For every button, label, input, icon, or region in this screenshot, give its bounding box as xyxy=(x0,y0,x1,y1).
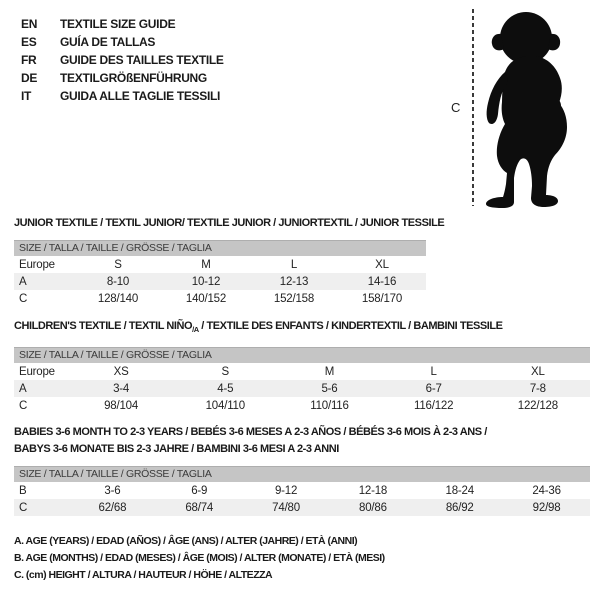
age-cell: 8-10 xyxy=(106,275,130,288)
babies-size-table xyxy=(14,482,590,516)
children-textile-section xyxy=(14,320,590,414)
legend-line-b: B. AGE (MONTHS) / EDAD (MESES) / ÂGE (MOIS) / ALTER (MONATE) / ETÀ (MESI) xyxy=(14,552,385,564)
table-row xyxy=(14,499,590,516)
table-row xyxy=(14,256,426,273)
height-cell: 128/140 xyxy=(97,292,139,305)
age-cell: 9-12 xyxy=(274,484,298,497)
language-code: IT xyxy=(21,89,32,103)
age-cell: 6-9 xyxy=(191,484,208,497)
size-cell: XS xyxy=(113,365,129,378)
measurement-legend xyxy=(14,533,385,584)
size-cell: L xyxy=(290,258,298,271)
age-cell: 5-6 xyxy=(321,382,338,395)
age-cell: 18-24 xyxy=(445,484,474,497)
age-cell: 6-7 xyxy=(425,382,442,395)
height-cell: 104/110 xyxy=(205,399,245,412)
age-cell: 3-6 xyxy=(104,484,121,497)
height-cell: 74/80 xyxy=(272,501,300,514)
language-row xyxy=(21,33,224,51)
table-row xyxy=(14,273,426,290)
language-row xyxy=(21,69,224,87)
size-cell: M xyxy=(324,365,335,378)
language-title-list xyxy=(21,15,224,105)
legend-line-a: A. AGE (YEARS) / EDAD (AÑOS) / ÂGE (ANS) / ALTER (JAHRE) / ETÀ (ANNI) xyxy=(14,535,358,547)
language-title: TEXTILGRÖßENFÜHRUNG xyxy=(60,71,207,85)
height-cell: 122/128 xyxy=(517,399,558,412)
age-cell: 12-18 xyxy=(358,484,388,497)
table-row xyxy=(14,290,426,307)
age-cell: 4-5 xyxy=(217,382,234,395)
children-section-title xyxy=(14,320,590,333)
row-label: C xyxy=(19,501,28,514)
height-cell: 98/104 xyxy=(104,399,139,412)
junior-section-title: JUNIOR TEXTILE / TEXTIL JUNIOR/ TEXTILE JUNIOR / JUNIORTEXTIL / JUNIOR TESSILE xyxy=(14,217,445,229)
row-label: A xyxy=(19,382,27,395)
height-measure-label: C xyxy=(451,100,461,115)
language-code: ES xyxy=(21,35,37,49)
age-cell: 14-16 xyxy=(367,275,397,288)
size-cell: XL xyxy=(531,365,545,378)
age-cell: 7-8 xyxy=(529,382,546,395)
row-label: A xyxy=(19,275,27,288)
age-cell: 10-12 xyxy=(191,275,221,288)
height-cell: 152/158 xyxy=(273,292,315,305)
row-label: C xyxy=(19,292,28,305)
baby-silhouette xyxy=(481,6,589,210)
language-row xyxy=(21,87,224,105)
row-label: Europe xyxy=(19,365,55,378)
language-code: FR xyxy=(21,53,37,67)
language-title: GUÍA DE TALLAS xyxy=(60,35,156,49)
row-label: Europe xyxy=(19,258,55,271)
height-cell: 86/92 xyxy=(445,501,474,514)
babies-title-line2: BABYS 3-6 MONATE BIS 2-3 JAHRE / BAMBINI 3-6 MESI A 2-3 ANNI xyxy=(14,443,339,455)
size-cell: L xyxy=(430,365,437,378)
height-cell: 92/98 xyxy=(532,501,561,514)
size-cell: S xyxy=(114,258,122,271)
children-size-header-bar: SIZE / TALLA / TAILLE / GRÖSSE / TAGLIA xyxy=(14,347,590,363)
age-cell: 12-13 xyxy=(279,275,309,288)
height-measure-dashed-line xyxy=(472,9,474,206)
language-code: DE xyxy=(21,71,38,85)
legend-line-c: C. (cm) HEIGHT / ALTURA / HAUTEUR / HÖHE / ALTEZZA xyxy=(14,569,273,581)
age-cell: 3-4 xyxy=(113,382,130,395)
height-cell: 110/116 xyxy=(310,399,349,412)
babies-textile-section xyxy=(14,424,590,516)
babies-size-header-bar: SIZE / TALLA / TAILLE / GRÖSSE / TAGLIA xyxy=(14,466,590,482)
babies-section-title xyxy=(14,424,590,458)
row-label: C xyxy=(19,399,28,412)
height-cell: 80/86 xyxy=(359,501,387,514)
table-row xyxy=(14,363,590,380)
height-cell: 68/74 xyxy=(185,501,214,514)
table-row xyxy=(14,482,590,499)
size-cell: M xyxy=(201,258,211,271)
junior-size-header-bar: SIZE / TALLA / TAILLE / GRÖSSE / TAGLIA xyxy=(14,240,426,256)
age-cell: 24-36 xyxy=(532,484,561,497)
language-code: EN xyxy=(21,17,38,31)
language-title: TEXTILE SIZE GUIDE xyxy=(60,17,176,31)
size-cell: S xyxy=(221,365,230,378)
language-row xyxy=(21,51,224,69)
language-title: GUIDA ALLE TAGLIE TESSILI xyxy=(60,89,221,103)
title-text: CHILDREN'S TEXTILE / TEXTIL NIÑO xyxy=(14,320,193,332)
height-cell: 116/122 xyxy=(413,399,454,412)
junior-size-table xyxy=(14,256,426,307)
size-cell: XL xyxy=(375,258,389,271)
title-text: / TEXTILE DES ENFANTS / KINDERTEXTIL / BAMBINI TESSILE xyxy=(198,320,503,332)
row-label: B xyxy=(19,484,27,497)
title-subscript: /A xyxy=(192,324,199,334)
height-cell: 140/152 xyxy=(185,292,227,305)
babies-title-line1: BABIES 3-6 MONTH TO 2-3 YEARS / BEBÉS 3-6 MESES A 2-3 AÑOS / BÉBÉS 3-6 MOIS À 2-3 ANS / xyxy=(14,426,487,438)
children-size-table xyxy=(14,363,590,414)
table-row xyxy=(14,380,590,397)
height-cell: 62/68 xyxy=(98,501,127,514)
language-row xyxy=(21,15,224,33)
table-row xyxy=(14,397,590,414)
language-title: GUIDE DES TAILLES TEXTILE xyxy=(60,53,224,67)
junior-textile-section xyxy=(14,217,445,307)
height-cell: 158/170 xyxy=(361,292,403,305)
